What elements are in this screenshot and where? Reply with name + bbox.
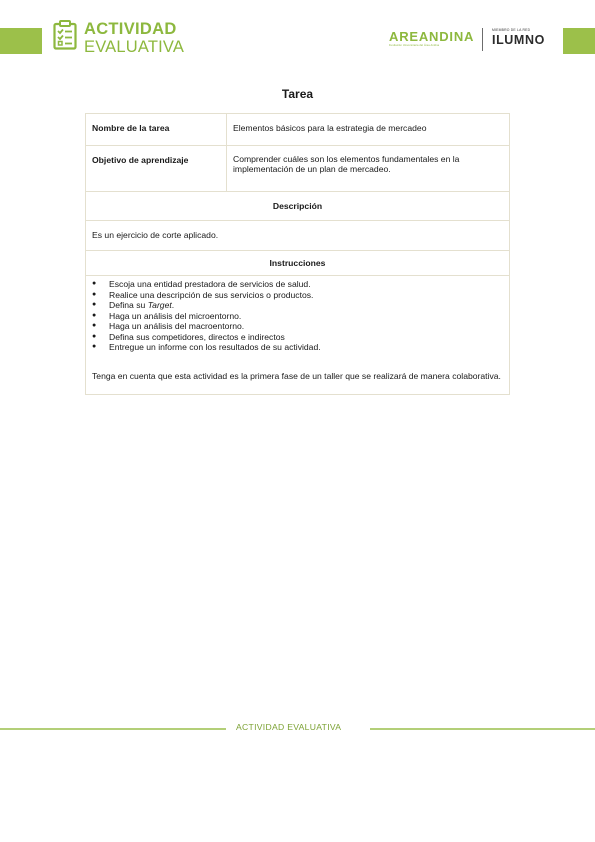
page-title: Tarea bbox=[281, 87, 314, 101]
list-item-text: Defina su bbox=[109, 300, 148, 310]
list-item-text: Haga un análisis del microentorno. bbox=[109, 310, 242, 321]
header-title-line2: EVALUATIVA bbox=[84, 38, 185, 56]
ilumno-logo: ILUMNO bbox=[492, 33, 545, 47]
checklist-icon bbox=[53, 20, 77, 50]
header-title-line1: ACTIVIDAD bbox=[84, 20, 177, 38]
instructions-header bbox=[86, 251, 509, 276]
logo-divider bbox=[482, 28, 483, 51]
header-title bbox=[84, 20, 184, 56]
description-row bbox=[86, 221, 509, 251]
description-text: Es un ejercicio de corte aplicado. bbox=[92, 230, 219, 240]
ilumno-logo-subtitle: MIEMBRO DE LA RED bbox=[492, 28, 531, 32]
list-item bbox=[92, 311, 503, 322]
description-header bbox=[86, 192, 509, 221]
list-item bbox=[92, 332, 503, 343]
instructions-list bbox=[92, 279, 503, 353]
table-row bbox=[86, 146, 509, 192]
footer-line-right bbox=[370, 728, 595, 730]
task-name-label: Nombre de la tarea bbox=[86, 114, 227, 145]
areandina-logo: AREANDINA bbox=[389, 29, 475, 44]
list-item-emphasis: Target bbox=[147, 300, 172, 310]
list-item-suffix: . bbox=[171, 300, 175, 310]
list-item bbox=[92, 300, 503, 311]
list-item bbox=[92, 321, 503, 332]
list-item-text: Entregue un informe con los resultados de su actividad. bbox=[109, 342, 321, 352]
instructions-note: Tenga en cuenta que esta actividad es la primera fase de un taller que se realizará de manera colaborativa. bbox=[92, 370, 501, 381]
objective-label: Objetivo de aprendizaje bbox=[86, 146, 227, 191]
instructions-row bbox=[86, 276, 509, 394]
header-accent-left bbox=[0, 28, 42, 54]
list-item-text: Defina sus competidores, directos e indirectos bbox=[109, 331, 285, 342]
task-table bbox=[85, 113, 510, 395]
table-row bbox=[86, 114, 509, 146]
list-item-text: Haga un análisis del macroentorno. bbox=[109, 321, 245, 331]
instructions-header-label: Instrucciones bbox=[269, 258, 326, 268]
list-item bbox=[92, 342, 503, 353]
objective-value: Comprender cuáles son los elementos fundamentales en la implementación de un plan de mercadeo. bbox=[233, 154, 460, 174]
areandina-logo-subtitle: Fundación Universitaria del Área Andina bbox=[389, 44, 440, 47]
footer-line-left bbox=[0, 728, 226, 730]
list-item-text: Realice una descripción de sus servicios o productos. bbox=[109, 289, 314, 300]
footer-label: ACTIVIDAD EVALUATIVA bbox=[236, 722, 342, 732]
list-item bbox=[92, 279, 503, 290]
list-item bbox=[92, 290, 503, 301]
task-name-value: Elementos básicos para la estrategia de mercadeo bbox=[233, 123, 427, 133]
description-header-label: Descripción bbox=[272, 201, 323, 211]
header-accent-right bbox=[563, 28, 595, 54]
list-item-text: Escoja una entidad prestadora de servicios de salud. bbox=[109, 279, 311, 289]
